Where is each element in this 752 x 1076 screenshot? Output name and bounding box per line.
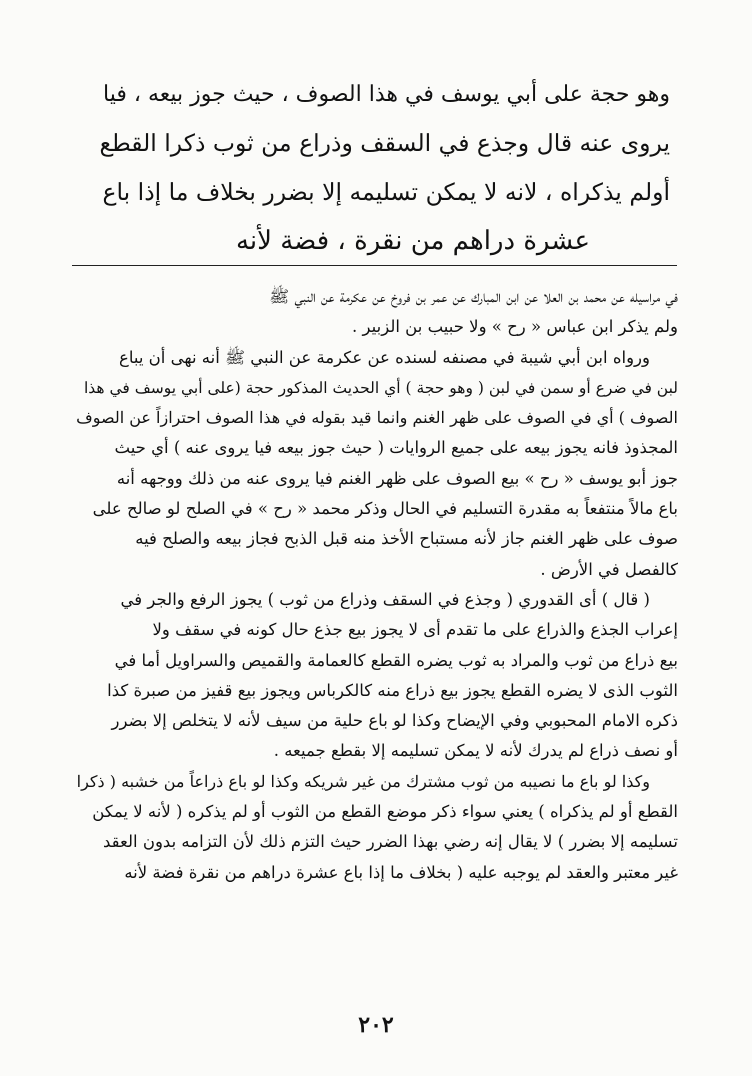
commentary-line: بيع ذراع من ثوب والمراد به ثوب يضره القطع كالعمامة والقميص والسراويل أما في — [114, 650, 678, 670]
main-text-line: عشرة دراهم من نقرة ، فضة لأنه — [235, 226, 590, 256]
commentary-line: الثوب الذى لا يضره القطع يجوز بيع ذراع منه كالكرباس ويجوز بيع قفيز من صبرة كذا — [107, 680, 678, 700]
commentary-line: ولم يذكر ابن عباس « رح » ولا حبيب بن الزبير . — [352, 317, 678, 337]
commentary-line: تسليمه إلا بضرر ) لا يقال إنه رضي بهذا الضرر حيث التزم ذلك لأن التزامه بدون العقد — [103, 832, 678, 852]
commentary-line: لبن في ضرع أو سمن في لبن ( وهو حجة ) أي الحديث المذكور حجة (على أبي يوسف في هذا — [83, 378, 678, 397]
commentary-line: المجذوذ فانه يجوز بيعه على جميع الروايات ( حيث جوز بيعه فيا يروى عنه ) أي حيث — [114, 438, 678, 458]
commentary-line: الصوف ) أي في الصوف على ظهر الغنم وانما قيد بقوله في هذا الصوف احترازاً عن الصوف — [76, 408, 678, 428]
commentary-line: باع مالاً منتفعاً به مقدرة التسليم في الحال وذكر محمد « رح » في الصلح لو صالح على — [92, 499, 678, 519]
commentary-line: ورواه ابن أبي شيبة في مصنفه لسنده عن عكرمة عن النبي ﷺ أنه نهى أن يباع — [118, 347, 650, 367]
commentary-line: صوف على ظهر الغنم جاز لأنه مستباح الأخذ منه قبل الذبح فجاز بيعه والصلح فيه — [135, 529, 678, 549]
commentary-line: إعراب الجذع والذراع على ما تقدم أى لا يجوز بيع جذع حال كونه في سقف ولا — [152, 620, 678, 640]
commentary-line: كالفصل في الأرض . — [540, 559, 678, 579]
main-text-line: أولم يذكراه ، لانه لا يمكن تسليمه إلا بضرر بخلاف ما إذا باع — [102, 178, 670, 206]
commentary-line: جوز أبو يوسف « رح » بيع الصوف على ظهر الغنم فيا يروى عنه من ذلك ووجهه أنه — [116, 468, 678, 488]
commentary-line: غير معتبر والعقد لم يوجبه عليه ( بخلاف ما إذا باع عشرة دراهم من نقرة فضة لأنه — [124, 862, 678, 882]
commentary-block — [70, 282, 678, 888]
commentary-line: ( قال ) أى القدوري ( وجذع في السقف وذراع من ثوب ) يجوز الرفع والجر في — [120, 589, 650, 609]
separator-rule — [72, 265, 677, 266]
commentary-line: القطع أو لم يذكراه ) يعني سواء ذكر موضع القطع من الثوب أو لم يذكره ( لأنه لا يمكن — [92, 802, 678, 822]
main-text-line: يروى عنه قال وجذع في السقف وذراع من ثوب ذكرا القطع — [99, 129, 670, 157]
commentary-line: في مراسيله عن محمد بن العلا عن ابن المبارك عن عمر بن فروخ عن عكرمة عن النبي ﷺ — [269, 287, 678, 306]
main-text-line: وهو حجة على أبي يوسف في هذا الصوف ، حيث جوز بيعه ، فيا — [103, 82, 670, 107]
page-number: ٢٠٢ — [358, 1012, 394, 1038]
commentary-line: أو نصف ذراع لم يدرك لأنه لا يمكن تسليمه إلا بقطع جميعه . — [273, 741, 678, 761]
main-text-block — [92, 70, 670, 266]
commentary-line: وكذا لو باع ما نصيبه من ثوب مشترك من غير شريكه وكذا لو باع ذراعاً من خشبه ( ذكرا — [76, 771, 650, 791]
commentary-line: ذكره الامام المحبوبي وفي الإيضاح وكذا لو باع حلية من سيف لأنه لا يتخلص إلا بضرر — [111, 711, 678, 731]
